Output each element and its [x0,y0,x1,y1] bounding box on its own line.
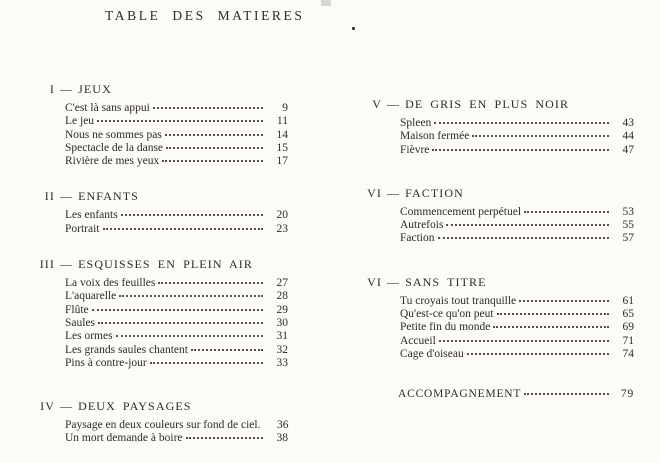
section-numeral: VI [367,185,382,200]
toc-entry [65,330,288,343]
toc-section-esquisses-en-plein-air [38,257,288,370]
entry-page-number: 43 [622,117,634,129]
section-dash: — [60,399,74,414]
section-dash: — [60,257,74,272]
entry-page-number: 27 [276,277,288,290]
entry-title: Autrefois [400,219,444,232]
section-title: FACTION [405,185,464,200]
entry-title: Nous ne sommes pas [65,128,162,141]
toc-entry [65,102,288,115]
paper-smudge [321,0,331,6]
entry-page-number: 53 [622,205,634,218]
section-numeral: IV [40,399,55,414]
toc-entry [65,432,288,445]
page-title: TABLE DES MATIERES [105,8,305,23]
entry-title: Rivière de mes yeux [65,155,160,168]
toc-entry [65,115,288,128]
entry-title: Flûte [65,303,89,316]
section-heading [356,186,634,201]
toc-column-right [356,97,634,402]
entry-page-number: 31 [276,330,288,343]
entry-title: Pins à contre-jour [65,356,147,369]
entry-title: Spectacle de la danse [65,141,164,154]
entry-title: Qu'est-ce qu'on peut [400,308,494,321]
entry-title: Le jeu [65,115,95,128]
toc-entry [400,144,634,157]
entry-page-number: 38 [276,432,288,445]
entry-title: Fièvre [400,143,430,156]
toc-section-deux-paysages [38,399,288,446]
entry-title: Maison fermée [400,130,470,143]
entry-title: Portrait [65,222,100,235]
toc-section-de-gris-en-plus-noir [356,97,634,157]
entry-title: Un mort demande à boire [65,432,183,445]
toc-entry [65,277,288,290]
section-dash: — [387,185,401,200]
toc-entry [400,321,634,334]
ink-speck [352,27,355,30]
toc-entry [400,117,634,130]
entry-title: Accueil [400,334,436,347]
entry-page-number: 79 [620,388,634,401]
toc-entry [65,290,288,303]
entry-page-number: 29 [276,303,288,316]
toc-section-enfants [38,189,288,236]
toc-entry [65,357,288,370]
section-heading [38,257,288,272]
entry-page-number: 33 [276,356,288,369]
entry-title: Les ormes [65,330,113,343]
entry-page-number: 44 [622,130,634,143]
section-entries [38,419,288,446]
entry-page-number: 28 [276,290,288,303]
toc-entry [65,209,288,222]
entry-page-number: 30 [276,316,288,329]
entry-title: Cage d'oiseau [400,347,464,360]
section-numeral: I [49,82,55,96]
section-numeral: V [372,97,382,111]
section-numeral: II [44,189,55,204]
section-title: JEUX [78,82,112,96]
section-entries [38,277,288,370]
entry-title: L'aquarelle [65,290,117,303]
entry-title: Faction [400,232,435,245]
toc-entry [400,308,634,321]
section-entries [356,206,634,246]
entry-page-number: 47 [622,143,634,156]
entry-title: C'est là sans appui [65,102,150,114]
entry-title: Spleen [400,117,432,129]
entry-page-number: 20 [276,209,288,222]
entry-page-number: 23 [276,222,288,235]
entry-title: Saules [65,316,96,329]
section-heading [356,97,634,112]
section-dash: — [60,189,74,204]
section-entries [38,209,288,236]
toc-entry [65,155,288,168]
entry-page-number: 74 [622,347,634,360]
toc-section-sans-titre [356,275,634,361]
entry-page-number: 14 [276,128,288,141]
toc-section-jeux [38,82,288,168]
toc-entry [65,304,288,317]
entry-title: Les grands saules chantent [65,343,188,356]
section-entries [38,102,288,168]
entry-page-number: 15 [276,141,288,154]
toc-entry [400,295,634,308]
section-title: DEUX PAYSAGES [78,399,192,414]
toc-entry [65,344,288,357]
toc-entry [65,129,288,142]
entry-page-number: 55 [622,219,634,232]
entry-page-number: 61 [622,294,634,307]
entry-title: Petite fin du monde [400,321,491,334]
toc-entry [400,206,634,219]
section-title: SANS TITRE [405,274,487,289]
entry-page-number: 71 [622,334,634,347]
section-heading [38,82,288,97]
entry-title: Tu croyais tout tranquille [400,294,517,307]
toc-entry [400,335,634,348]
toc-entry [400,232,634,245]
entry-title: La voix des feuilles [65,277,156,290]
section-entries [356,117,634,157]
toc-entry [400,219,634,232]
entry-title: Les enfants [65,209,118,222]
toc-column-left [38,82,288,446]
entry-page-number: 36 [276,419,289,432]
toc-entry [65,223,288,236]
section-heading [38,399,288,414]
toc-entry-accompagnement [356,388,634,401]
section-title: ENFANTS [78,189,139,204]
section-dash: — [387,97,401,111]
entry-page-number: 65 [622,308,634,321]
toc-entry [400,130,634,143]
section-entries [356,295,634,361]
section-dash: — [387,274,401,289]
section-heading [356,275,634,290]
toc-entry [65,419,288,432]
section-title: DE GRIS EN PLUS NOIR [405,97,570,111]
toc-section-faction [356,186,634,246]
entry-page-number: 9 [282,102,288,114]
section-heading [38,189,288,204]
entry-page-number: 17 [276,155,288,168]
entry-title: Commencement perpétuel [400,205,522,218]
toc-entry [65,142,288,155]
entry-page-number: 11 [276,115,288,128]
toc-entry [65,317,288,330]
entry-page-number: 69 [622,321,634,334]
section-title: ESQUISSES EN PLEIN AIR [78,257,253,272]
toc-entry [400,348,634,361]
entry-title: ACCOMPAGNEMENT [398,388,522,401]
section-dash: — [60,82,74,96]
entry-page-number: 57 [622,232,634,245]
entry-title: Paysage en deux couleurs sur fond de ciel. [65,419,261,432]
section-numeral: III [39,257,55,272]
section-numeral: VI [367,274,382,289]
entry-page-number: 32 [276,343,288,356]
